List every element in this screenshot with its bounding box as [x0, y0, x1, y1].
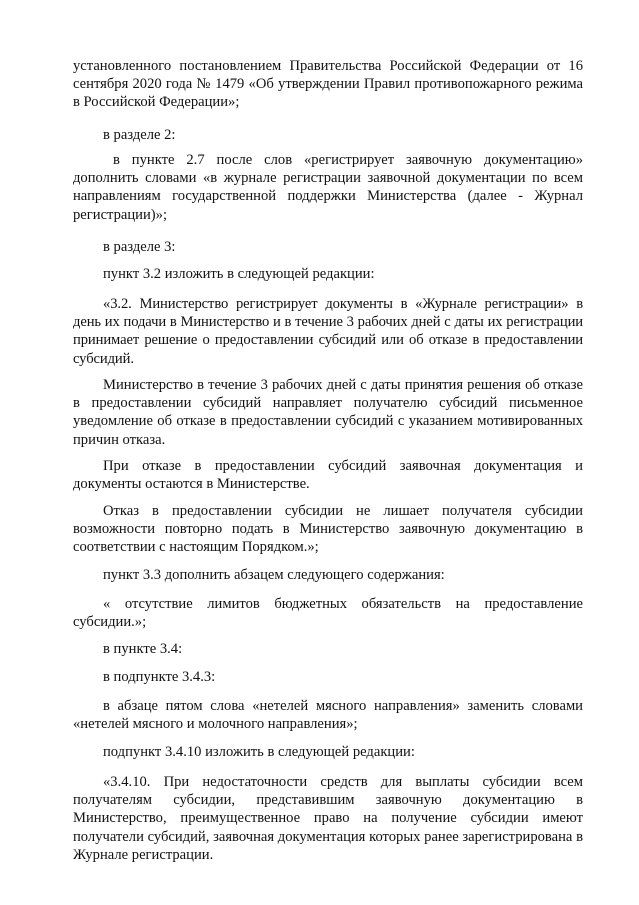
paragraph-item-3-4-heading: в пункте 3.4: [103, 641, 183, 657]
paragraph-fire-regime-reference: установленного постановлением Правительства Российской Федерации от 16 сентября 2020 года № 1479 «Об утверждении Правил противопожарного режима в Российской Федерации»; [73, 58, 583, 111]
paragraph-item-3-2-text: «3.2. Министерство регистрирует документы в «Журнале регистрации» в день их подачи в Министерство и в течение 3 рабочих дней с даты их регистрации принимает решение о предоставлении субсидий или об отказе в предоставлении субсидий. [73, 296, 583, 367]
paragraph-subitem-3-4-10-intro: подпункт 3.4.10 изложить в следующей редакции: [103, 744, 415, 760]
paragraph-subitem-3-4-10-text: «3.4.10. При недостаточности средств для выплаты субсидии всем получателям субсидии, представившим заявочную документацию в Министерство, преимущественное право на получение субсидии имеют получатели субсидий, заявочная документация которых ранее зарегистрирована в Журнале регистрации. [73, 774, 583, 863]
paragraph-heifers-replacement: в абзаце пятом слова «нетелей мясного направления» заменить словами «нетелей мясного и молочного направления»; [73, 698, 583, 733]
paragraph-item-3-3-intro: пункт 3.3 дополнить абзацем следующего содержания: [103, 567, 445, 583]
paragraph-repeat-application: Отказ в предоставлении субсидии не лишает получателя субсидии возможности повторно подать в Министерство заявочную документацию в соответствии с настоящим Порядком.»; [73, 503, 583, 556]
paragraph-subitem-3-4-3-heading: в подпункте 3.4.3: [103, 669, 216, 685]
paragraph-item-2-7: в пункте 2.7 после слов «регистрирует заявочную документацию» дополнить словами «в журнале регистрации заявочной документации по всем направлениям государственной поддержки Министерства (далее - Журнал регистрации)»; [73, 152, 583, 223]
paragraph-item-3-2-intro: пункт 3.2 изложить в следующей редакции: [103, 266, 375, 282]
paragraph-documents-remain: При отказе в предоставлении субсидий заявочная документация и документы остаются в Министерстве. [73, 458, 583, 493]
paragraph-refusal-notice: Министерство в течение 3 рабочих дней с даты принятия решения об отказе в предоставлении субсидий направляет получателю субсидий письменное уведомление об отказе в предоставлении субсидий с указанием мотивированных причин отказа. [73, 377, 583, 448]
paragraph-section-2-heading: в разделе 2: [103, 127, 176, 143]
paragraph-section-3-heading: в разделе 3: [103, 239, 176, 255]
paragraph-budget-limits: « отсутствие лимитов бюджетных обязательств на предоставление субсидии.»; [73, 596, 583, 631]
